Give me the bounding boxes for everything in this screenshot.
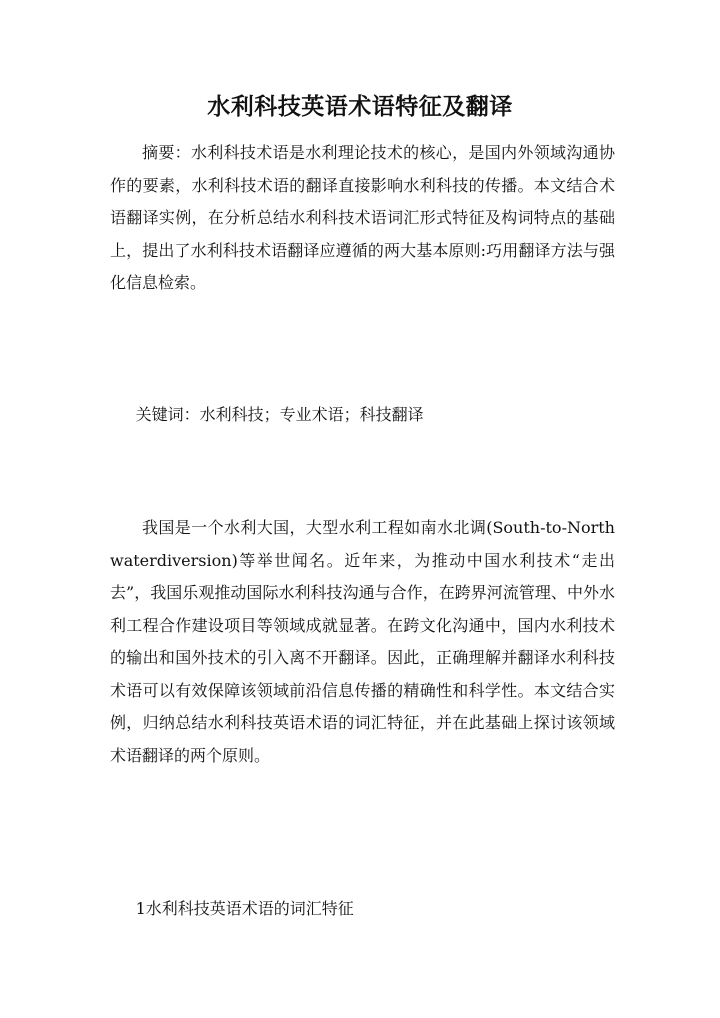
intro-paragraph: 我国是一个水利大国，大型水利工程如南水北调(South-to-Northwaterdiversion)等举世闻名。近年来，为推动中国水利技术“走出去”，我国乐观推动国际水利科技沟通与合作，在跨界河流管理、中外水利工程合作建设项目等领域成就显著。在跨文化沟通中，国内水利技术的输出和国外技术的引入离不开翻译。因此，正确理解并翻译水利科技术语可以有效保障该领域前沿信息传播的精确性和科学性。本文结合实例，归纳总结水利科技英语术语的词汇特征，并在此基础上探讨该领域术语翻译的两个原则。 — [110, 518, 615, 765]
section-heading: 1水利科技英语术语的词汇特征 — [135, 899, 354, 918]
keywords-line: 关键词：水利科技；专业术语；科技翻译 — [135, 405, 424, 424]
document-title: 水利科技英语术语特征及翻译 — [207, 93, 513, 120]
abstract-paragraph: 摘要：水利科技术语是水利理论技术的核心，是国内外领域沟通协作的要素，水利科技术语的翻译直接影响水利科技的传播。本文结合术语翻译实例，在分析总结水利科技术语词汇形式特征及构词特点的基础上，提出了水利科技术语翻译应遵循的两大基本原则:巧用翻译方法与强化信息检索。 — [110, 143, 615, 292]
